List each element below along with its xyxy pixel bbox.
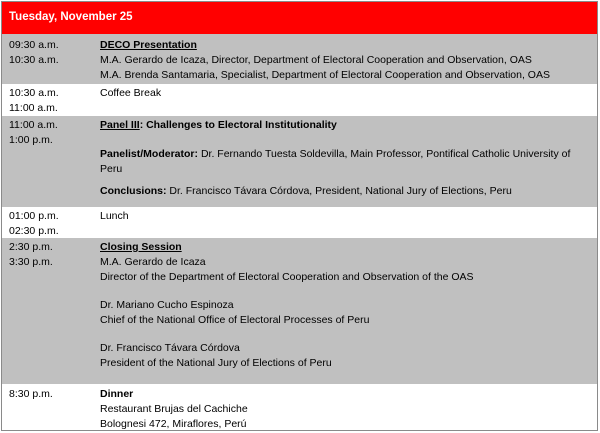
speaker-line: M.A. Gerardo de Icaza, Director, Department of Electoral Cooperation and Observation, OAS	[100, 54, 532, 66]
start-time: 10:30 a.m.	[9, 87, 59, 99]
conclusions-label: Conclusions:	[100, 185, 167, 197]
session-lunch	[2, 207, 597, 238]
venue-address: Bolognesi 472, Miraflores, Perú	[100, 418, 247, 430]
panel-label: Panel III	[100, 119, 140, 131]
end-time: 02:30 p.m.	[9, 225, 59, 237]
speaker-name: M.A. Gerardo de Icaza	[100, 256, 206, 268]
session-dinner	[2, 384, 597, 431]
end-time: 10:30 a.m.	[9, 54, 59, 66]
session-deco-presentation	[2, 34, 597, 84]
speaker-name: Dr. Francisco Távara Córdova	[100, 342, 240, 354]
venue-name: Restaurant Brujas del Cachiche	[100, 403, 248, 415]
start-time: 01:00 p.m.	[9, 210, 59, 222]
moderator-label: Panelist/Moderator:	[100, 148, 199, 160]
speaker-role: Director of the Department of Electoral Cooperation and Observation of the OAS	[100, 271, 474, 283]
session-title: Coffee Break	[100, 87, 162, 99]
start-time: 2:30 p.m.	[9, 241, 53, 253]
session-panel-iii	[2, 116, 597, 207]
end-time: 1:00 p.m.	[9, 134, 53, 146]
speaker-role: President of the National Jury of Elections of Peru	[100, 357, 332, 369]
start-time: 11:00 a.m.	[9, 119, 58, 131]
speaker-role: Chief of the National Office of Electoral Processes of Peru	[100, 314, 370, 326]
end-time: 3:30 p.m.	[9, 256, 53, 268]
panel-topic: : Challenges to Electoral Institutionality	[139, 119, 337, 131]
conclusions-text: Dr. Francisco Távara Córdova, President, National Jury of Elections, Peru	[166, 185, 512, 197]
session-closing	[2, 238, 597, 384]
start-time: 8:30 p.m.	[9, 388, 53, 400]
session-title: Closing Session	[100, 241, 182, 253]
session-title: Dinner	[100, 388, 134, 400]
start-time: 09:30 a.m.	[9, 39, 59, 51]
speaker-line: M.A. Brenda Santamaria, Specialist, Department of Electoral Cooperation and Observation, OAS	[100, 69, 550, 81]
speaker-name: Dr. Mariano Cucho Espinoza	[100, 299, 234, 311]
moderator-text: Dr. Fernando Tuesta Soldevilla, Main Professor, Pontifical Catholic University of Peru	[100, 148, 571, 175]
session-coffee-break	[2, 84, 597, 116]
end-time: 11:00 a.m.	[9, 102, 58, 114]
conclusions-block	[100, 184, 593, 199]
moderator-block	[100, 147, 593, 177]
session-title	[100, 118, 593, 133]
session-title: DECO Presentation	[100, 39, 197, 51]
session-title: Lunch	[100, 210, 129, 222]
agenda-table	[1, 1, 598, 431]
day-header: Tuesday, November 25	[2, 2, 597, 34]
